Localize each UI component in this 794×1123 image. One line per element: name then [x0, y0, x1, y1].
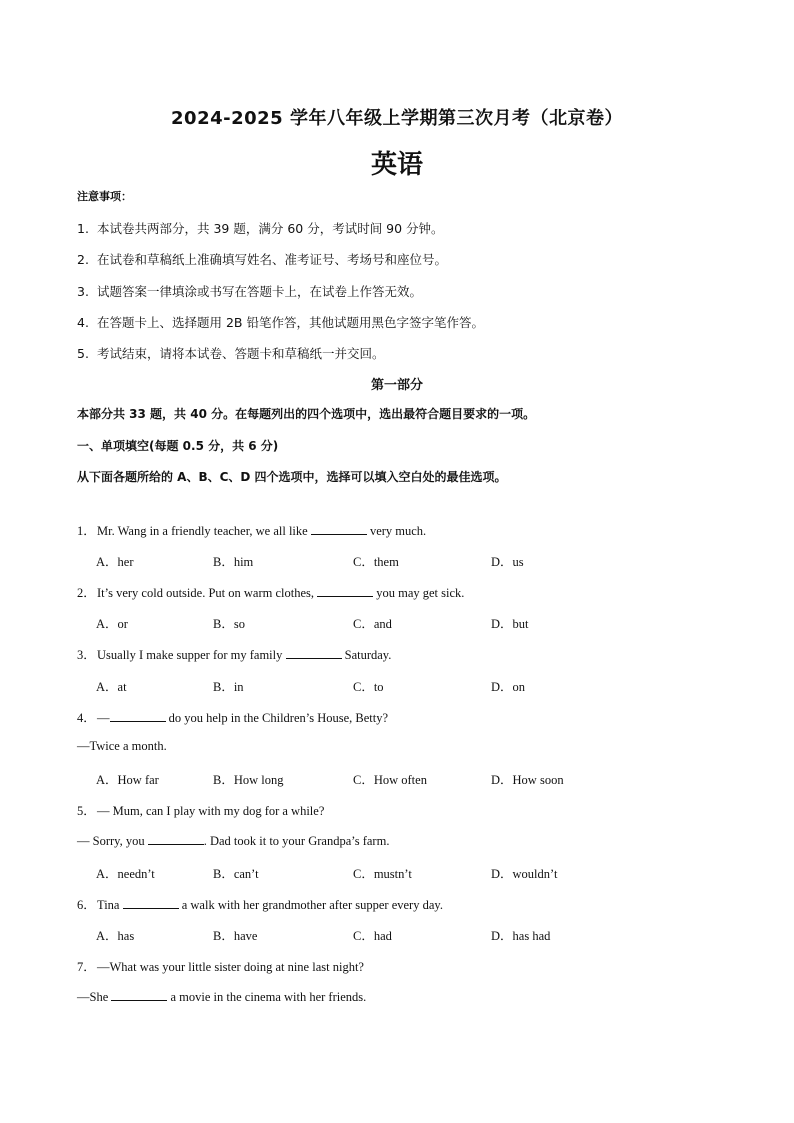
- question-text: Mr. Wang in a friendly teacher, we all like: [97, 524, 311, 538]
- question-text: —What was your little sister doing at nine last night?: [97, 960, 364, 974]
- option-a[interactable]: A．her: [96, 555, 134, 569]
- reply-text: a movie in the cinema with her friends.: [167, 990, 367, 1004]
- question-6: [77, 895, 443, 913]
- option-d[interactable]: D．wouldn’t: [491, 867, 558, 881]
- notes-heading: 注意事项：: [77, 190, 132, 203]
- note-item: [77, 219, 444, 237]
- question-number: 5．: [77, 804, 96, 818]
- option-c[interactable]: C．them: [353, 555, 399, 569]
- options-row: [0, 770, 794, 786]
- option-a[interactable]: A．How far: [96, 773, 159, 787]
- option-b[interactable]: B．How long: [213, 773, 284, 787]
- question-number: 1．: [77, 524, 96, 538]
- subject-title: 英语: [370, 150, 423, 180]
- note-text: 在答题卡上、选择题用 2B 铅笔作答，其他试题用黑色字签字笔作答。: [97, 315, 484, 330]
- question-text: —: [97, 711, 110, 725]
- note-item: [77, 282, 422, 300]
- option-d[interactable]: D．us: [491, 555, 524, 569]
- option-a[interactable]: A．at: [96, 680, 127, 694]
- question-text: do you help in the Children’s House, Betty?: [165, 711, 389, 725]
- reply-text: —She: [77, 990, 112, 1004]
- question-number: 2．: [77, 586, 96, 600]
- option-d[interactable]: D．on: [491, 680, 526, 694]
- option-c[interactable]: C．to: [353, 680, 384, 694]
- option-d[interactable]: D．but: [491, 617, 529, 631]
- option-b[interactable]: B．in: [213, 680, 244, 694]
- question-number: 3．: [77, 648, 96, 662]
- question-text: — Mum, can I play with my dog for a while?: [97, 804, 325, 818]
- question-reply: [77, 989, 366, 1005]
- note-text: 在试卷和草稿纸上准确填写姓名、准考证号、考场号和座位号。: [97, 252, 448, 267]
- note-text: 本试卷共两部分，共 39 题，满分 60 分，考试时间 90 分钟。: [97, 221, 444, 236]
- option-a[interactable]: A．needn’t: [96, 867, 155, 881]
- option-c[interactable]: C．and: [353, 617, 392, 631]
- option-a[interactable]: A．or: [96, 617, 128, 631]
- section-instruction: 从下面各题所给的 A、B、C、D 四个选项中，选择可以填入空白处的最佳选项。: [77, 470, 507, 484]
- question-number: 4．: [77, 711, 96, 725]
- note-text: 考试结束，请将本试卷、答题卡和草稿纸一并交回。: [97, 346, 385, 361]
- answer-blank: [311, 523, 367, 535]
- reply-text: — Sorry, you: [77, 834, 148, 848]
- question-number: 6．: [77, 898, 96, 912]
- question-text: very much.: [366, 524, 427, 538]
- answer-blank: [317, 585, 373, 597]
- question-reply: [77, 833, 389, 849]
- question-text: you may get sick.: [373, 586, 465, 600]
- option-c[interactable]: C．had: [353, 929, 392, 943]
- question-1: [77, 521, 426, 539]
- note-number: 3.: [77, 284, 89, 299]
- note-number: 1.: [77, 221, 89, 236]
- question-text: Tina: [97, 898, 123, 912]
- question-3: [77, 645, 391, 663]
- question-7: [77, 957, 364, 975]
- note-number: 2.: [77, 252, 89, 267]
- question-2: [77, 583, 464, 601]
- note-item: [77, 344, 385, 362]
- note-item: [77, 313, 484, 331]
- exam-title: 2024-2025 学年八年级上学期第三次月考（北京卷）: [171, 108, 623, 129]
- option-d[interactable]: D．How soon: [491, 773, 564, 787]
- note-item: [77, 250, 447, 268]
- answer-blank: [111, 989, 167, 1001]
- question-text: It’s very cold outside. Put on warm clothes,: [97, 586, 318, 600]
- option-c[interactable]: C．mustn’t: [353, 867, 412, 881]
- options-row: [0, 614, 794, 630]
- question-5: [77, 801, 324, 819]
- question-4: [77, 708, 388, 726]
- option-c[interactable]: C．How often: [353, 773, 427, 787]
- note-number: 4.: [77, 315, 89, 330]
- question-number: 7．: [77, 960, 96, 974]
- part-title: 第一部分: [370, 378, 423, 393]
- section-title: 一、单项填空(每题 0.5 分，共 6 分): [77, 439, 279, 453]
- answer-blank: [110, 710, 166, 722]
- question-text: Usually I make supper for my family: [97, 648, 286, 662]
- question-text: Saturday.: [341, 648, 392, 662]
- option-b[interactable]: B．so: [213, 617, 245, 631]
- question-reply: —Twice a month.: [77, 739, 167, 753]
- options-row: [0, 926, 794, 942]
- answer-blank: [123, 897, 179, 909]
- options-row: [0, 677, 794, 693]
- option-b[interactable]: B．can’t: [213, 867, 259, 881]
- question-text: a walk with her grandmother after supper every day.: [178, 898, 443, 912]
- options-row: [0, 552, 794, 568]
- part-intro: 本部分共 33 题，共 40 分。在每题列出的四个选项中，选出最符合题目要求的一项。: [77, 407, 536, 421]
- answer-blank: [286, 647, 342, 659]
- note-number: 5.: [77, 346, 89, 361]
- option-a[interactable]: A．has: [96, 929, 135, 943]
- option-b[interactable]: B．have: [213, 929, 258, 943]
- reply-text: . Dad took it to your Grandpa’s farm.: [203, 834, 390, 848]
- option-b[interactable]: B．him: [213, 555, 254, 569]
- options-row: [0, 864, 794, 880]
- note-text: 试题答案一律填涂或书写在答题卡上，在试卷上作答无效。: [97, 284, 423, 299]
- answer-blank: [148, 833, 204, 845]
- option-d[interactable]: D．has had: [491, 929, 551, 943]
